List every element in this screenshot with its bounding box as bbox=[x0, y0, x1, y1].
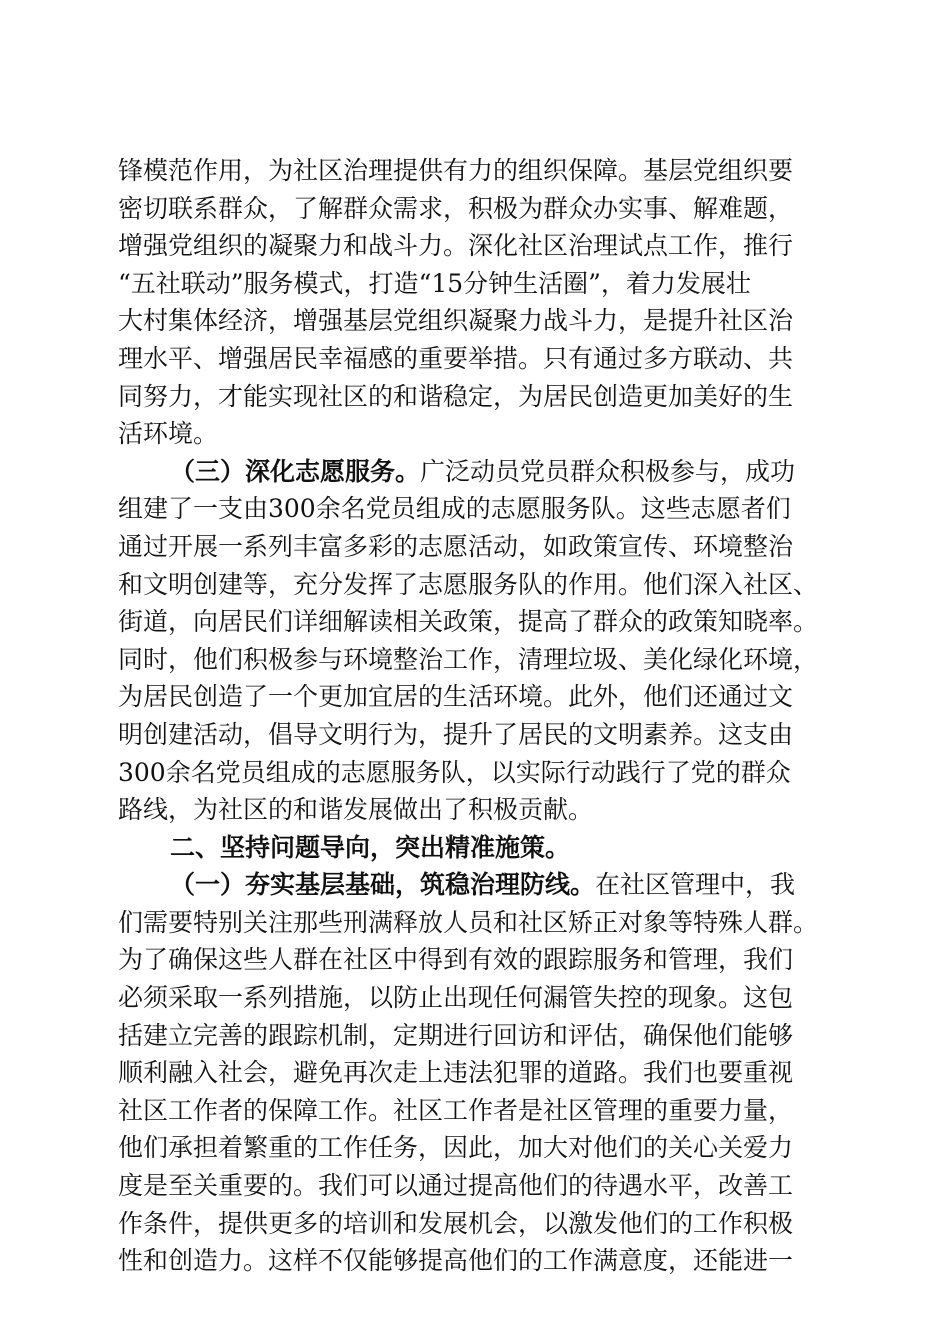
text-line: 活环境。 bbox=[118, 419, 219, 449]
text-line: 组建了一支由300余名党员组成的志愿服务队。这些志愿者们 bbox=[118, 494, 791, 524]
text-line: “五社联动”服务模式，打造“15分钟生活圈”，着力发展壮 bbox=[118, 268, 751, 298]
paragraph-first-line bbox=[118, 866, 830, 904]
text-span: 在社区管理中，我 bbox=[595, 870, 796, 900]
text-line: 为居民创造了一个更加宜居的生活环境。此外，他们还通过文 bbox=[118, 682, 794, 712]
text-line: 性和创造力。这样不仅能够提高他们的工作满意度，还能进一 bbox=[118, 1246, 794, 1276]
text-line: 们需要特别关注那些刑满释放人员和社区矫正对象等特殊人群。 bbox=[118, 907, 819, 937]
text-line: 他们承担着繁重的工作任务，因此，加大对他们的关心关爱力 bbox=[118, 1133, 794, 1163]
text-line: 同努力，才能实现社区的和谐稳定，为居民创造更加美好的生 bbox=[118, 381, 794, 411]
text-line: 明创建活动，倡导文明行为，提升了居民的文明素养。这支由 bbox=[118, 719, 794, 749]
text-line: 大村集体经济，增强基层党组织凝聚力战斗力，是提升社区治 bbox=[118, 306, 794, 336]
text-line: 同时，他们积极参与环境整治工作，清理垃圾、美化绿化环境， bbox=[118, 644, 819, 674]
subsection-lead-title: （一）夯实基层基础，筑稳治理防线。 bbox=[170, 870, 596, 900]
text-line: 路线，为社区的和谐发展做出了积极贡献。 bbox=[118, 795, 594, 825]
text-span: 广泛动员党员群众积极参与，成功 bbox=[420, 456, 796, 486]
intro-paragraph bbox=[118, 152, 830, 453]
text-line: 为了确保这些人群在社区中得到有效的跟踪服务和管理，我们 bbox=[118, 945, 794, 975]
paragraph-first-line bbox=[118, 453, 830, 491]
text-line: 增强党组织的凝聚力和战斗力。深化社区治理试点工作，推行 bbox=[118, 231, 794, 261]
volunteer-service-paragraph bbox=[118, 453, 830, 829]
text-line: 度是至关重要的。我们可以通过提高他们的待遇水平，改善工 bbox=[118, 1171, 794, 1201]
text-line: 和文明创建等，充分发挥了志愿服务队的作用。他们深入社区、 bbox=[118, 569, 819, 599]
text-line: 括建立完善的跟踪机制，定期进行回访和评估，确保他们能够 bbox=[118, 1020, 794, 1050]
section-heading: 二、坚持问题导向，突出精准施策。 bbox=[170, 832, 571, 862]
text-line: 作条件，提供更多的培训和发展机会，以激发他们的工作积极 bbox=[118, 1208, 794, 1238]
text-line: 理水平、增强居民幸福感的重要举措。只有通过多方联动、共 bbox=[118, 343, 794, 373]
subsection-lead-title: （三）深化志愿服务。 bbox=[170, 456, 421, 486]
text-line: 密切联系群众，了解群众需求，积极为群众办实事、解难题， bbox=[118, 193, 794, 223]
text-line: 社区工作者的保障工作。社区工作者是社区管理的重要力量， bbox=[118, 1095, 794, 1125]
text-line: 顺利融入社会，避免再次走上违法犯罪的道路。我们也要重视 bbox=[118, 1058, 794, 1088]
text-line: 锋模范作用，为社区治理提供有力的组织保障。基层党组织要 bbox=[118, 156, 794, 185]
grassroots-foundation-paragraph bbox=[118, 866, 830, 1280]
text-line: 通过开展一系列丰富多彩的志愿活动，如政策宣传、环境整治 bbox=[118, 531, 794, 561]
document-body bbox=[118, 152, 830, 1280]
text-line: 300余名党员组成的志愿服务队，以实际行动践行了党的群众 bbox=[118, 757, 791, 787]
text-line: 必须采取一系列措施，以防止出现任何漏管失控的现象。这包 bbox=[118, 983, 794, 1013]
text-line: 街道，向居民们详细解读相关政策，提高了群众的政策知晓率。 bbox=[118, 607, 819, 637]
